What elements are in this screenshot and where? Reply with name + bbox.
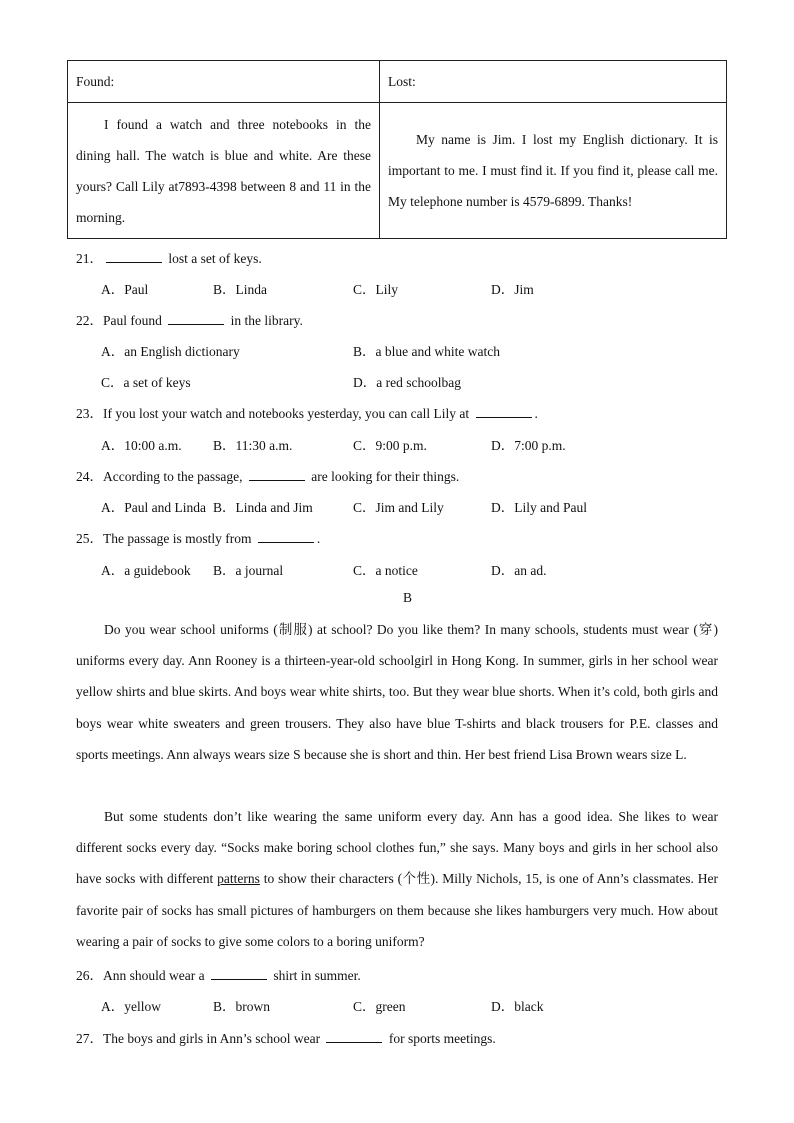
question-text: are looking for their things.	[307, 469, 460, 484]
question-number: 27．	[76, 1031, 103, 1046]
option-a[interactable]: A．an English dictionary	[101, 344, 240, 359]
option-d[interactable]: D．Jim	[491, 282, 534, 297]
lost-notice-text: My name is Jim. I lost my English dictionary. It is important to me. I must find it. If you find it, please call me. My telephone number is 4579-6899. Thanks!	[388, 132, 718, 209]
question-number: 24．	[76, 469, 103, 484]
lost-found-table	[67, 60, 727, 239]
passage-paragraph-2	[76, 801, 718, 957]
option-d[interactable]: D．an ad.	[491, 563, 547, 578]
question-number: 22．	[76, 313, 103, 328]
answer-blank	[258, 531, 314, 543]
paragraph-text: to show their characters (个性). Milly Nichols, 15, is one of Ann’s classmates. Her favorite pair of socks has small pictures of hamburgers on them because she likes hamburgers very much. How about wearing a pair of socks to give some colors to a boring uniform?	[76, 871, 718, 949]
answer-blank	[168, 313, 224, 325]
question-text: If you lost your watch and notebooks yesterday, you can call Lily at	[103, 406, 473, 421]
question-22	[76, 309, 303, 329]
passage-paragraph-1: Do you wear school uniforms (制服) at school? Do you like them? In many schools, students must wear (穿) uniforms every day. Ann Rooney is a thirteen-year-old schoolgirl in Hong Kong. In summer, girls in her school wear yellow shirts and blue skirts. And boys wear white shirts, too. But they wear blue shorts. When it’s cold, both girls and boys wear white sweaters and green trousers. They also have blue T-shirts and black trousers for P.E. classes and sports meetings. Ann always wears size S because she is short and thin. Her best friend Lisa Brown wears size L.	[76, 622, 718, 762]
answer-blank	[476, 406, 532, 418]
underlined-word: patterns	[217, 871, 260, 887]
question-26	[76, 964, 361, 984]
found-header: Found:	[76, 73, 115, 89]
question-text: .	[534, 406, 538, 421]
question-25	[76, 527, 320, 547]
lost-text-cell	[380, 103, 727, 239]
lost-header-cell	[380, 61, 727, 103]
question-text: .	[316, 531, 321, 546]
option-a[interactable]: A．Paul	[101, 282, 149, 297]
option-c[interactable]: C．Lily	[353, 282, 399, 297]
option-c[interactable]: C．9:00 p.m.	[353, 438, 427, 453]
option-a[interactable]: A．a guidebook	[101, 563, 191, 578]
question-21	[76, 247, 262, 267]
option-c[interactable]: C．a notice	[353, 563, 418, 578]
question-27	[76, 1027, 496, 1047]
option-b[interactable]: B．Linda and Jim	[213, 500, 313, 515]
question-23	[76, 402, 538, 422]
answer-blank	[249, 469, 305, 481]
question-text: in the library.	[227, 313, 303, 328]
question-text: Ann should wear a	[103, 968, 208, 983]
option-b[interactable]: B．a journal	[213, 563, 284, 578]
option-c[interactable]: C．a set of keys	[101, 375, 191, 390]
paragraph-text: But some students don’t like wearing the same uniform every day. Ann has a good idea. She likes to wear different socks every day. “Socks make boring school clothes fun,” she says. Many boys and girls in her school also have socks with different	[76, 809, 718, 887]
found-header-cell	[68, 61, 380, 103]
answer-blank	[106, 251, 162, 263]
option-b[interactable]: B．11:30 a.m.	[213, 438, 293, 453]
question-24	[76, 465, 459, 485]
option-d[interactable]: D．a red schoolbag	[353, 375, 461, 390]
option-d[interactable]: D．7:00 p.m.	[491, 438, 566, 453]
answer-blank	[326, 1031, 382, 1043]
question-text: shirt in summer.	[269, 968, 361, 983]
option-a[interactable]: A．10:00 a.m.	[101, 438, 182, 453]
lost-header: Lost:	[388, 73, 416, 89]
found-notice-text: I found a watch and three notebooks in the dining hall. The watch is blue and white. Are these yours? Call Lily at7893-4398 between 8 and 11 in the morning.	[76, 116, 371, 225]
question-text: According to the passage,	[103, 469, 246, 484]
option-d[interactable]: D．Lily and Paul	[491, 500, 587, 515]
option-b[interactable]: B．brown	[213, 999, 270, 1014]
option-d[interactable]: D．black	[491, 999, 544, 1014]
question-number: 26．	[76, 968, 103, 983]
option-a[interactable]: A．yellow	[101, 999, 161, 1014]
found-text-cell	[68, 103, 380, 239]
option-a[interactable]: A．Paul and Linda	[101, 500, 206, 515]
option-c[interactable]: C．Jim and Lily	[353, 500, 444, 515]
question-text: The boys and girls in Ann’s school wear	[103, 1031, 324, 1046]
answer-blank	[211, 968, 267, 980]
question-number: 21．	[76, 251, 103, 266]
question-number: 23．	[76, 406, 103, 421]
section-heading: B	[403, 590, 413, 605]
question-text: for sports meetings.	[385, 1031, 496, 1046]
question-text: lost a set of keys.	[165, 251, 262, 266]
question-number: 25．	[76, 531, 103, 546]
question-text: The passage is mostly from	[103, 531, 255, 546]
option-b[interactable]: B．Linda	[213, 282, 267, 297]
option-c[interactable]: C．green	[353, 999, 406, 1014]
question-text: Paul found	[103, 313, 166, 328]
option-b[interactable]: B．a blue and white watch	[353, 344, 500, 359]
